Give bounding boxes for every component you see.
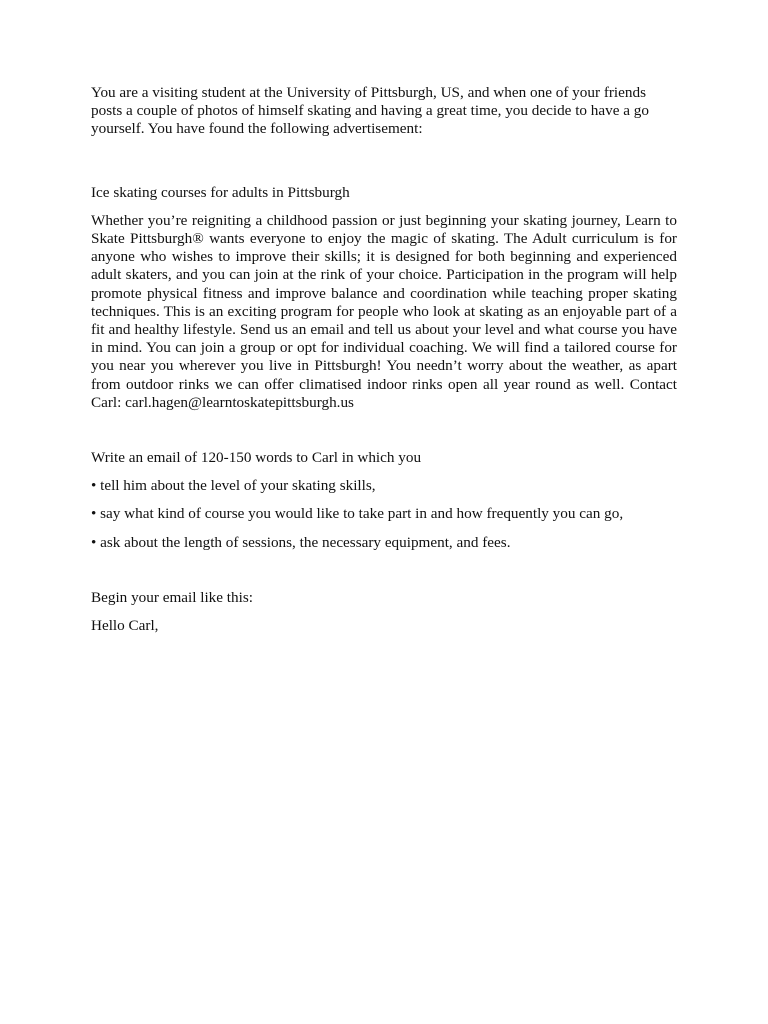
task-bullet-questions: • ask about the length of sessions, the necessary equipment, and fees. — [91, 533, 511, 551]
begin-instruction: Begin your email like this: — [91, 588, 253, 606]
task-bullet-course-type: • say what kind of course you would like to take part in and how frequently you can go, — [91, 505, 624, 523]
task-bullet-skill-level: • tell him about the level of your skating skills, — [91, 477, 376, 495]
task-heading: Write an email of 120-150 words to Carl in which you — [91, 449, 422, 467]
intro-paragraph: You are a visiting student at the University of Pittsburgh, US, and when one of your friends posts a couple of photos of himself skating and having a great time, you decide to have a go yourself. You have found the following advertisement: — [91, 84, 649, 138]
email-greeting: Hello Carl, — [91, 617, 159, 635]
advertisement-heading: Ice skating courses for adults in Pittsburgh — [91, 183, 350, 201]
advertisement-body: Whether you’re reigniting a childhood passion or just beginning your skating journey, Learn to Skate Pittsburgh® wants everyone to enjoy the magic of skating. The Adult curriculum is for anyone who wishes to improve their skills; it is designed for both beginning and experienced adult skaters, and you can join at the rink of your choice. Participation in the program will help promote physical fitness and improve balance and coordination while teaching proper skating techniques. This is an exciting program for people who look at skating as an enjoyable part of a fit and healthy lifestyle. Send us an email and tell us about your level and what course you have in mind. You can join a group or opt for individual coaching. We will find a tailored course for you near you wherever you live in Pittsburgh! You needn’t worry about the weather, as apart from outdoor rinks we can offer climatised indoor rinks open all year round as well. Contact Carl: carl.hagen@learntoskatepittsburgh.us — [91, 211, 677, 411]
document-page — [91, 84, 677, 635]
